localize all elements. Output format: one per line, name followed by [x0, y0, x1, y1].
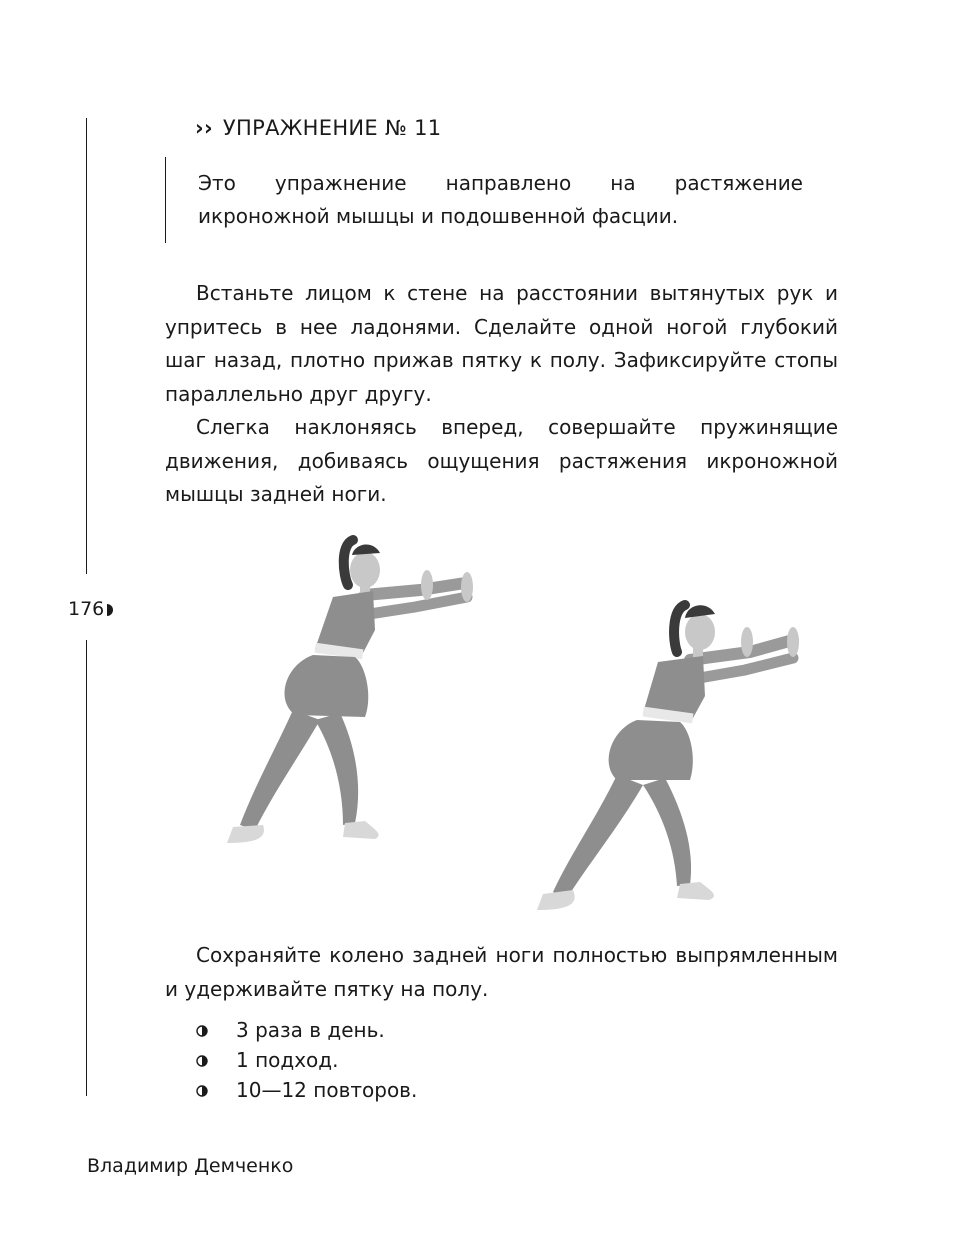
list-item: 10—12 повторов. — [195, 1075, 417, 1105]
quote-rule — [165, 157, 166, 243]
chevron-right-icon: ›› — [195, 116, 213, 140]
footer-author: Владимир Демченко — [87, 1155, 294, 1177]
photo-exercise-step-2 — [525, 580, 810, 920]
instruction-paragraph-1: Встаньте лицом к стене на расстоянии вытянутых рук и упритесь в нее ладонями. Сделайте одной ногой глубокий шаг назад, плотно прижав пятку к полу. Зафиксируйте стопы параллельно друг другу. — [165, 281, 838, 406]
repetition-list — [195, 1015, 417, 1105]
circle-bullet-icon — [196, 1025, 208, 1037]
margin-rule-bottom — [86, 640, 87, 1096]
half-circle-icon — [107, 604, 113, 616]
circle-bullet-icon — [196, 1055, 208, 1067]
exercise-title: УПРАЖНЕНИЕ № 11 — [222, 116, 442, 140]
list-item: 3 раза в день. — [195, 1015, 417, 1045]
circle-bullet-icon — [196, 1085, 208, 1097]
margin-rule-top — [86, 118, 87, 574]
exercise-description: Это упражнение направлено на растяжение икроножной мышцы и подошвенной фасции. — [198, 171, 803, 228]
instruction-paragraph-2: Слегка наклоняясь вперед, совершайте пружинящие движения, добиваясь ощущения растяжения икроножной мышцы задней ноги. — [165, 415, 838, 506]
photo-exercise-step-1 — [215, 525, 490, 860]
instruction-paragraph-3: Сохраняйте колено задней ноги полностью выпрямленным и удерживайте пятку на полу. — [165, 943, 838, 1001]
page-number: 176 — [68, 596, 113, 622]
list-item: 1 подход. — [195, 1045, 417, 1075]
exercise-heading — [195, 114, 441, 142]
